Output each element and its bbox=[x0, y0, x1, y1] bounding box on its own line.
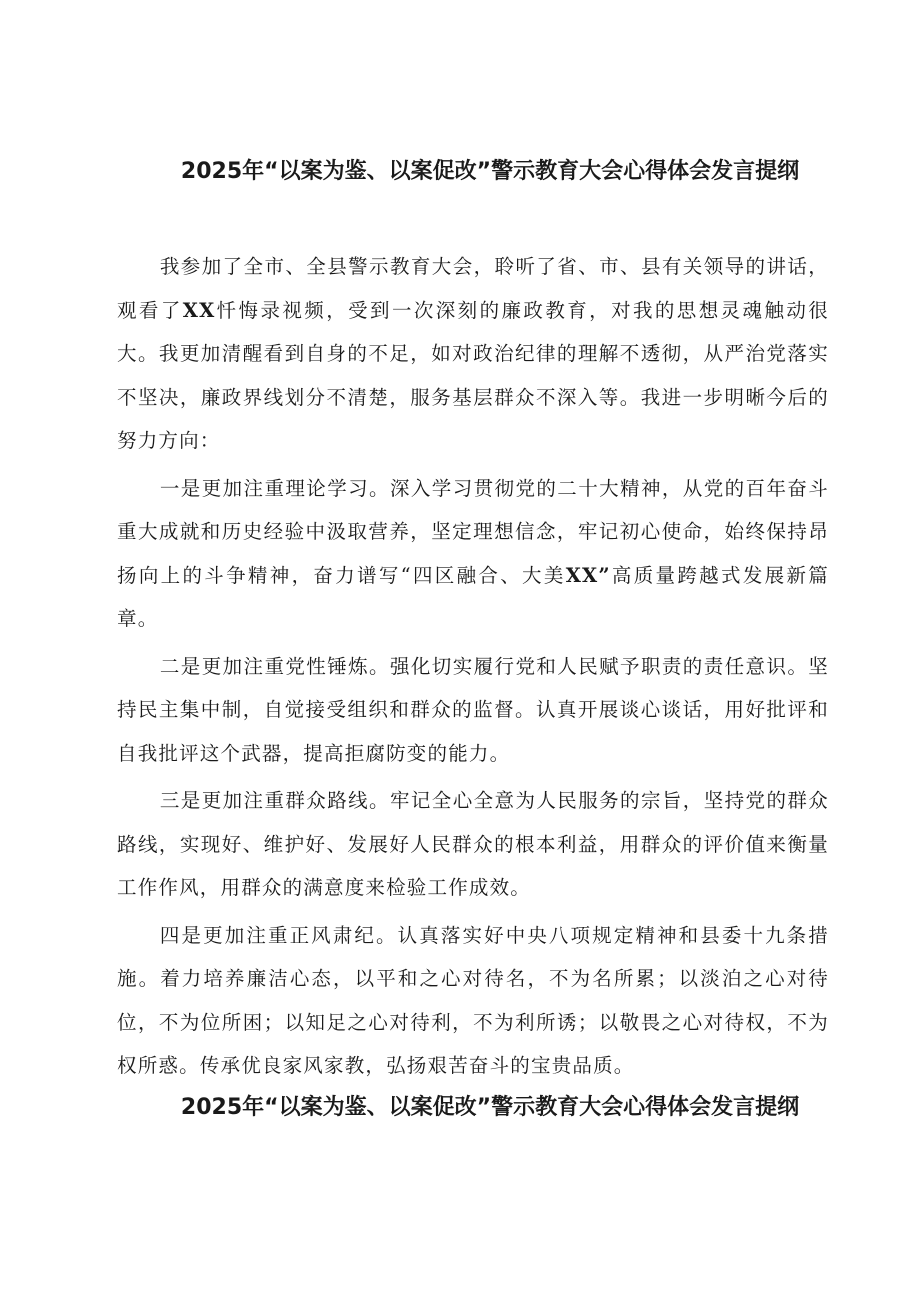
document-body bbox=[117, 245, 829, 1088]
paragraph-point-1-placeholder: XX” bbox=[565, 563, 611, 587]
paragraph-intro-text-a: 我参加了全市、全县警示教育大会，聆听了省、市、县有关领导的讲话，观看了 bbox=[117, 255, 829, 322]
document-title: 2025年“以案为鉴、以案促改”警示教育大会心得体会发言提纲 bbox=[180, 159, 800, 184]
paragraph-intro-text-b: 忏悔录视频，受到一次深刻的廉政教育，对我的思想灵魂触动很大。我更加清醒看到自身的不足，如对政治纪律的理解不透彻，从严治党落实不坚决，廉政界线划分不清楚，服务基层群众不深入等。我进一步明晰今后的努力方向： bbox=[117, 298, 829, 452]
document-title-repeat: 2025年“以案为鉴、以案促改”警示教育大会心得体会发言提纲 bbox=[180, 1095, 800, 1120]
paragraph-point-1-text-a: 一是更加注重理论学习。深入学习贯彻党的二十大精神，从党的百年奋斗重大成就和历史经验中汲取营养，坚定理想信念，牢记初心使命，始终保持昂扬向上的斗争精神，奋力谱写“四区融合、大美 bbox=[117, 476, 829, 587]
paragraph-point-3: 三是更加注重群众路线。牢记全心全意为人民服务的宗旨，坚持党的群众路线，实现好、维护好、发展好人民群众的根本利益，用群众的评价值来衡量工作作风，用群众的满意度来检验工作成效。 bbox=[117, 789, 829, 899]
paragraph-point-2: 二是更加注重党性锤炼。强化切实履行党和人民赋予职责的责任意识。坚持民主集中制，自觉接受组织和群众的监督。认真开展谈心谈话，用好批评和自我批评这个武器，提高拒腐防变的能力。 bbox=[117, 654, 829, 765]
paragraph-point-1 bbox=[117, 467, 829, 641]
paragraph-intro-placeholder: XX bbox=[182, 298, 216, 322]
paragraph-point-4: 四是更加注重正风肃纪。认真落实好中央八项规定精神和县委十九条措施。着力培养廉洁心态，以平和之心对待名，不为名所累；以淡泊之心对待位，不为位所困；以知足之心对待利，不为利所诱；以敬畏之心对待权，不为权所惑。传承优良家风家教，弘扬艰苦奋斗的宝贵品质。 bbox=[117, 923, 829, 1077]
paragraph-intro bbox=[117, 245, 829, 463]
paragraph-point-1-text-b: 高质量跨越式发展新篇章。 bbox=[117, 563, 829, 630]
